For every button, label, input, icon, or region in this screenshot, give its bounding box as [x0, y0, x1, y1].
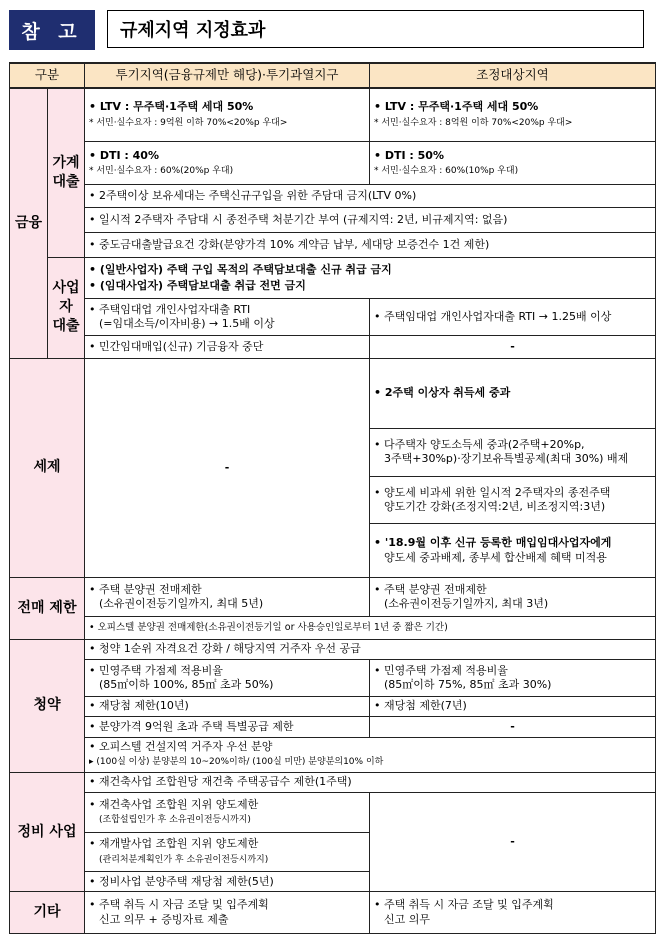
private-housing-adjustment: • 민영주택 가점제 적용비율 (85㎡이하 75%, 85㎡ 초과 30%)	[370, 659, 656, 696]
officetel-resale: • 오피스텔 분양권 전매제한(소유권이전등기일 or 사용승인일로부터 1년 중 짧은 기간)	[85, 617, 656, 640]
category-household-loan: 가계 대출	[48, 88, 85, 257]
category-business-loan: 사업 자 대출	[48, 257, 85, 358]
private-rental-adjustment: -	[370, 336, 656, 359]
etc-speculation: • 주택 취득 시 자금 조달 및 입주계획 신고 의무 + 증빙자료 제출	[85, 892, 370, 934]
category-resale: 전매 제한	[10, 577, 85, 639]
ltv-adjustment: • LTV : 무주택·1주택 세대 50% * 서민·실수요자 : 8억원 이하 70%<20%p 우대>	[370, 88, 656, 142]
category-redevelopment: 정비 사업	[10, 772, 85, 892]
header-adjustment: 조정대상지역	[370, 63, 656, 88]
reconstruction-supply-limit: • 재건축사업 조합원당 재건축 주택공급수 제한(1주택)	[85, 772, 656, 793]
rti-adjustment: • 주택임대업 개인사업자대출 RTI → 1.25배 이상	[370, 298, 656, 335]
header-speculation: 투기지역(금융규제만 해당)·투기과열지구	[85, 63, 370, 88]
table-row	[10, 892, 656, 934]
table-row	[10, 88, 656, 142]
category-etc: 기타	[10, 892, 85, 934]
tax-speculation: -	[85, 358, 370, 577]
regulation-table	[9, 62, 656, 934]
table-row	[10, 793, 656, 832]
table-row	[10, 659, 656, 696]
resale-speculation: • 주택 분양권 전매제한 (소유권이전등기일까지, 최대 5년)	[85, 577, 370, 616]
redevelopment-transfer-limit: • 재개발사업 조합원 지위 양도제한 (관리처분계획인가 후 소유권이전등시까지)	[85, 832, 370, 871]
table-row	[10, 737, 656, 772]
temporary-two-house: • 일시적 2주택자 주담대 시 종전주택 처분기간 부여 (규제지역: 2년, 비규제지역: 없음)	[85, 208, 656, 233]
dti-adjustment: • DTI : 50% * 서민·실수요자 : 60%(10%p 우대)	[370, 142, 656, 185]
table-row	[10, 185, 656, 208]
special-supply-speculation: • 분양가격 9억원 초과 주택 특별공급 제한	[85, 716, 370, 737]
reference-tag: 참 고	[9, 10, 95, 50]
tax-acquisition: • 2주택 이상자 취득세 중과	[370, 358, 656, 428]
category-subscription: 청약	[10, 639, 85, 772]
middle-payment-loan: • 중도금대출발급요건 강화(분양가격 10% 계약금 납부, 세대당 보증건수 1건 제한)	[85, 232, 656, 257]
etc-adjustment: • 주택 취득 시 자금 조달 및 입주계획 신고 의무	[370, 892, 656, 934]
table-header-row	[10, 63, 656, 88]
resale-adjustment: • 주택 분양권 전매제한 (소유권이전등기일까지, 최대 3년)	[370, 577, 656, 616]
redevelopment-adjustment: -	[370, 793, 656, 892]
tax-temporary-two-house: • 양도세 비과세 위한 일시적 2주택자의 종전주택 양도기간 강화(조정지역:2년, 비조정지역:3년)	[370, 476, 656, 524]
redevelopment-rewin-limit: • 정비사업 분양주택 재당첨 제한(5년)	[85, 871, 370, 892]
category-finance: 금융	[10, 88, 48, 359]
private-rental-speculation: • 민간임대매입(신규) 기금융자 중단	[85, 336, 370, 359]
category-tax: 세제	[10, 358, 85, 577]
two-house-ban: • 2주택이상 보유세대는 주택신규구입을 위한 주담대 금지(LTV 0%)	[85, 185, 656, 208]
table-row	[10, 336, 656, 359]
table-row	[10, 639, 656, 659]
table-row	[10, 232, 656, 257]
business-loan-ban: • (일반사업자) 주택 구입 목적의 주택담보대출 신규 취급 금지 • (임대사업자) 주택담보대출 취급 전면 금지	[85, 257, 656, 298]
rewin-adjustment: • 재당첨 제한(7년)	[370, 696, 656, 716]
officetel-priority: • 오피스텔 건설지역 거주자 우선 분양 ▸ (100실 이상) 분양분의 10~20%이하/ (100실 미만) 분양분의10% 이하	[85, 737, 656, 772]
tax-capital-gains: • 다주택자 양도소득세 중과(2주택+20%p, 3주택+30%p)·장기보유특별공제(최대 30%) 배제	[370, 429, 656, 477]
ltv-speculation: • LTV : 무주택·1주택 세대 50% * 서민·실수요자 : 9억원 이하 70%<20%p 우대>	[85, 88, 370, 142]
table-row	[10, 358, 656, 428]
tax-rental-business: • '18.9월 이후 신규 등록한 매입임대사업자에게 양도세 중과배제, 종부세 합산배제 혜택 미적용	[370, 524, 656, 578]
table-row	[10, 142, 656, 185]
table-row	[10, 772, 656, 793]
table-row	[10, 257, 656, 298]
special-supply-adjustment: -	[370, 716, 656, 737]
header-category: 구분	[10, 63, 85, 88]
page-title: 규제지역 지정효과	[107, 10, 644, 48]
table-row	[10, 577, 656, 616]
table-row	[10, 716, 656, 737]
private-housing-speculation: • 민영주택 가점제 적용비율 (85㎡이하 100%, 85㎡ 초과 50%)	[85, 659, 370, 696]
rewin-speculation: • 재당첨 제한(10년)	[85, 696, 370, 716]
dti-speculation: • DTI : 40% * 서민·실수요자 : 60%(20%p 우대)	[85, 142, 370, 185]
table-row	[10, 298, 656, 335]
table-row	[10, 208, 656, 233]
table-row	[10, 696, 656, 716]
reconstruction-transfer-limit: • 재건축사업 조합원 지위 양도제한 (조합설립인가 후 소유권이전등시까지)	[85, 793, 370, 832]
first-rank-subscription: • 청약 1순위 자격요건 강화 / 해당지역 거주자 우선 공급	[85, 639, 656, 659]
table-row	[10, 617, 656, 640]
rti-speculation: • 주택임대업 개인사업자대출 RTI (=임대소득/이자비용) → 1.5배 이상	[85, 298, 370, 335]
